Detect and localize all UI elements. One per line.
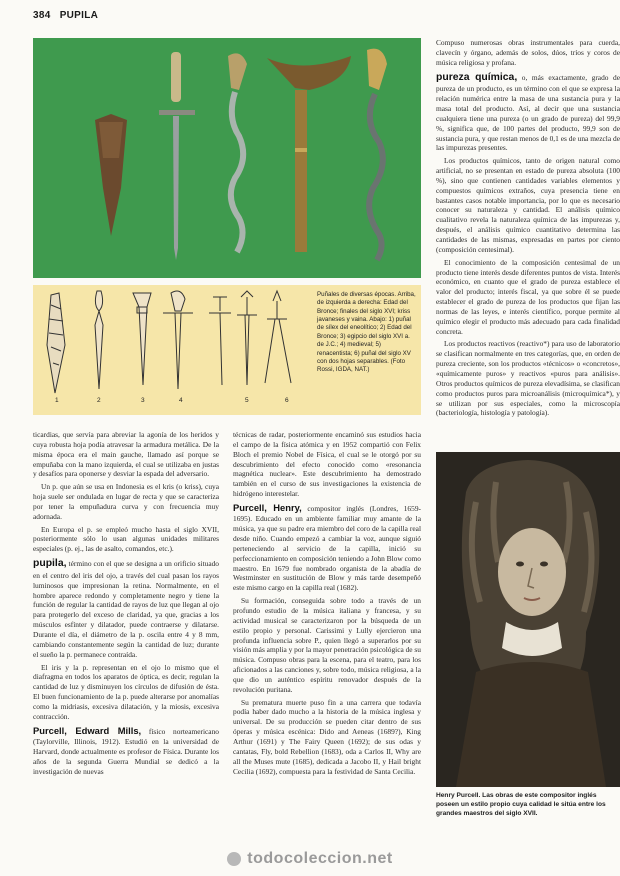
entry-purcell-edward (33, 725, 219, 777)
pupila-paragraph-2: El iris y la p. representan en el ojo lo mismo que el diafragma en todos los aparatos de óptica, es decir, regulan la cantidad de luz y disminuyen los círculos de difusión de ésta. El buen funcionamiento de la p. puede alterarse por anomalías como la midriasis, excesiva dilatación, y la miosis, excesiva contracción. (33, 662, 219, 721)
entry-title-purcell-edward: Purcell, Edward Mills, (33, 724, 142, 736)
watermark-logo-icon (227, 852, 241, 866)
entry-purcell-henry (233, 502, 421, 593)
entry-text-purcell-edward: físico norteamericano (Taylorville, Illinois, 1912). Estudió en la universidad de Harvard, donde actualmente es profesor de Física. Durante los años de la segunda Guerra Mundial se dedicó a la investigación de nuevas (33, 726, 219, 776)
watermark-text: todocoleccion.net (247, 850, 393, 867)
illustration-number-5: 5 (245, 397, 249, 404)
kriss-paragraph-2: Un p. que aún se usa en Indonesia es el kris (o kriss), cuya hoja suele ser ondulada en lugar de recta y que se caracteriza por tener la empuñadura curva y con frecuencia muy adornada. (33, 482, 219, 521)
running-title: PUPILA (59, 10, 99, 21)
portrait-drawing (436, 452, 620, 787)
column-2 (233, 430, 421, 779)
illustration-number-1: 1 (55, 397, 59, 404)
entry-title-pureza-quimica: pureza química, (436, 71, 518, 83)
illustration-number-4: 4 (179, 397, 183, 404)
pureza-paragraph-2: Los productos químicos, tanto de origen natural como artificial, no se presentan en estado de pureza absoluta (100 %), sino que contienen cantidades variables elementos y compuestos químicos extraños, cuya presencia tiene en bastantes casos notable importancia, por lo que es necesario conocer su naturaleza y cantidad. El análisis químico cualitativo revela la naturaleza química de las impurezas y, después, el análisis químico cuantitativo determina las cantidades de las mismas, expresadas en partes por ciento (composición centesimal). (436, 156, 620, 254)
daggers-photo (33, 38, 421, 278)
kriss-paragraph-3: En Europa el p. se empleó mucho hasta el siglo XVII, posteriormente sólo lo usan algunas unidades militares especiales (p. ej., las de asalto, comandos, etc.). (33, 524, 219, 554)
purcell-henry-paragraph-4: Compuso numerosas obras instrumentales para cuerda, clavecín y órgano, además de solos, dúos, tríos y coros de música religiosa y profana. (436, 38, 620, 67)
illustration-numbers (33, 397, 321, 411)
purcell-henry-paragraph-2: Su formación, conseguida sobre todo a través de un profundo estudio de la música italiana y francesa, y su actividad musical se caracterizaron por la búsqueda de un estilo propio y personal. Carissimi y Lully ejercieron una profunda influencia sobre P., quien llegó a superarlos por su visión más amplia y por la mayor penetración psicológica de su música. Compuso obras para la escena, para el teatro, para los aficionados a las canciones y, sobre todo, música religiosa, a la que dio un auténtico espíritu renovador después de la revolución puritana. (233, 596, 421, 694)
pureza-paragraph-4: Los productos reactivos (reactivo*) para uso de laboratorio se clasifican normalmente en tres categorías, que, en orden de pureza creciente, son los productos «técnicos» o «concretos», «químicamente puros» y reactivos «puros para análisis». Otros productos químicos de pureza elevadísima, se clasifican como productos puros para microanálisis (microquímica*), y se utilizan por sus especiales, como la microscopía (bacteriología, histología y patología). (436, 339, 620, 418)
purcell-edward-paragraph-2: técnicas de radar, posteriormente encaminó sus estudios hacia el campo de la física atómica y en 1952 compartió con Felix Bloch el premio Nobel de Física, el cual se le otorgó por su descubrimiento del efecto conocido como «resonancia magnética nuclear». Este descubrimiento ha demostrado también en el curso de sus investigaciones la existencia de hidrógeno interestelar. (233, 430, 421, 499)
daggers-illustration (33, 285, 421, 415)
daggers-line-drawing (33, 285, 321, 415)
column-3 (436, 38, 620, 421)
illustration-number-2: 2 (97, 397, 101, 404)
page-number: 384 (33, 10, 51, 21)
watermark (0, 842, 620, 876)
entry-text-purcell-henry: compositor inglés (Londres, 1659-1695). Educado en un ambiente familiar muy amante de la música, ya que su padre era miembro del coro de la capilla real desde niño. Cuando empezó a cambiar la voz, aunque siguió perteneciendo al servicio de la capilla, inició su perfeccionamiento en composición teniendo a John Blow como maestro. En 1679 fue nombrado organista de la abadía de Westminster en sustitución de Blow y más tarde desempeñó este mismo cargo en la capilla real (1682). (233, 503, 421, 593)
entry-title-pupila: pupila, (33, 558, 67, 570)
entry-text-pureza-quimica: o, más exactamente, grado de pureza de un producto, es un término con el que se expresa la relación numérica entre la masa de una sustancia pura y la masa total del producto. Así, al decir que una sustancia cualquiera tiene una pureza (o un grado de pureza) del 99,9 %, significa que, de 100 partes del producto, 99,9 son de sustancia pura, y que restan menos de 0,1 es de una mezcla de las impurezas presentes. (436, 72, 620, 153)
entry-text-pupila: término con el que se designa a un orificio situado en el centro del iris del ojo, a través del cual pasan los rayos luminosos que impresionan la retina. Normalmente, en el hombre aparece redondo y completamente negro y tiene la función de regular la cantidad de rayos de luz que llegan al ojo para protegerlo del exceso de claridad, ya que, gracias a los músculos esfínter y dilatador, puede contraerse y dilatarse. Durante el día, el diámetro de la p. oscila entre 4 y 8 mm, cambiando constantemente según la cantidad de luz; durante el sueño la p. permanece contraída. (33, 559, 219, 659)
kriss-paragraph-1: ticardias, que servía para abreviar la agonía de los heridos y cuya robusta hoja podía atravesar la armadura metálica. De la misma época era el main gauche, llamado así porque se empuñaba con la mano izquierda, el cual se utilizaba en justas y desafíos para oponerse y desviar la espada del adversario. (33, 430, 219, 479)
henry-purcell-portrait (436, 452, 620, 787)
daggers-photo-drawing (33, 38, 421, 278)
purcell-henry-paragraph-3: Su prematura muerte puso fin a una carrera que todavía podía haber dado mucho a la historia de la música inglesa y universal. De su producción se pueden citar dentro de sus óperas y música escénica: Dido and Aeneas (1689?), King Arthur (1691) y The Fairy Queen (1692); de sus odas y cantatas, Fly, bold Rebellion (1683), oda a Carlos II, Why are all the Muses mute (1685), dedicada a Jacobo II, y Hail bright Cecilia (1692), compuesta para la festividad de Santa Cecilia. (233, 697, 421, 776)
illustration-number-3: 3 (141, 397, 145, 404)
column-1 (33, 430, 219, 779)
entry-title-purcell-henry: Purcell, Henry, (233, 501, 302, 513)
pureza-paragraph-3: El conocimiento de la composición centesimal de un producto tiene interés desde diferentes puntos de vista. Interés económico, en cuanto que el grado de pureza establece el valor del producto; interés fiscal, ya que sobre él se puede establecer el grado de pureza de los productos que fijan las normas de las leyes, e interés científico, porque permite al químico elegir el producto más adecuado para cada finalidad concreta. (436, 257, 620, 336)
illustration-number-6: 6 (285, 397, 289, 404)
page-header (33, 10, 98, 21)
illustration-caption: Puñales de diversas épocas. Arriba, de izquierda a derecha: Edad del Bronce; finales del siglo XVI; kriss javaneses y vaina. Abajo: 1) puñal de sílex del eneolítico; 2) Edad del Bronce; 3) egipcio del siglo XVI a. de J.C.; 4) medieval; 5) renacentista; 6) puñal del siglo XV con dos hojas separables. (Foto Rossi, IGDA, NAT.) (317, 291, 416, 374)
entry-pupila (33, 557, 219, 659)
portrait-caption: Henry Purcell. Las obras de este compositor inglés poseen un estilo propio cuya calidad le sitúa entre los grandes maestros del siglo XVII. (436, 792, 606, 817)
entry-pureza-quimica (436, 71, 620, 154)
